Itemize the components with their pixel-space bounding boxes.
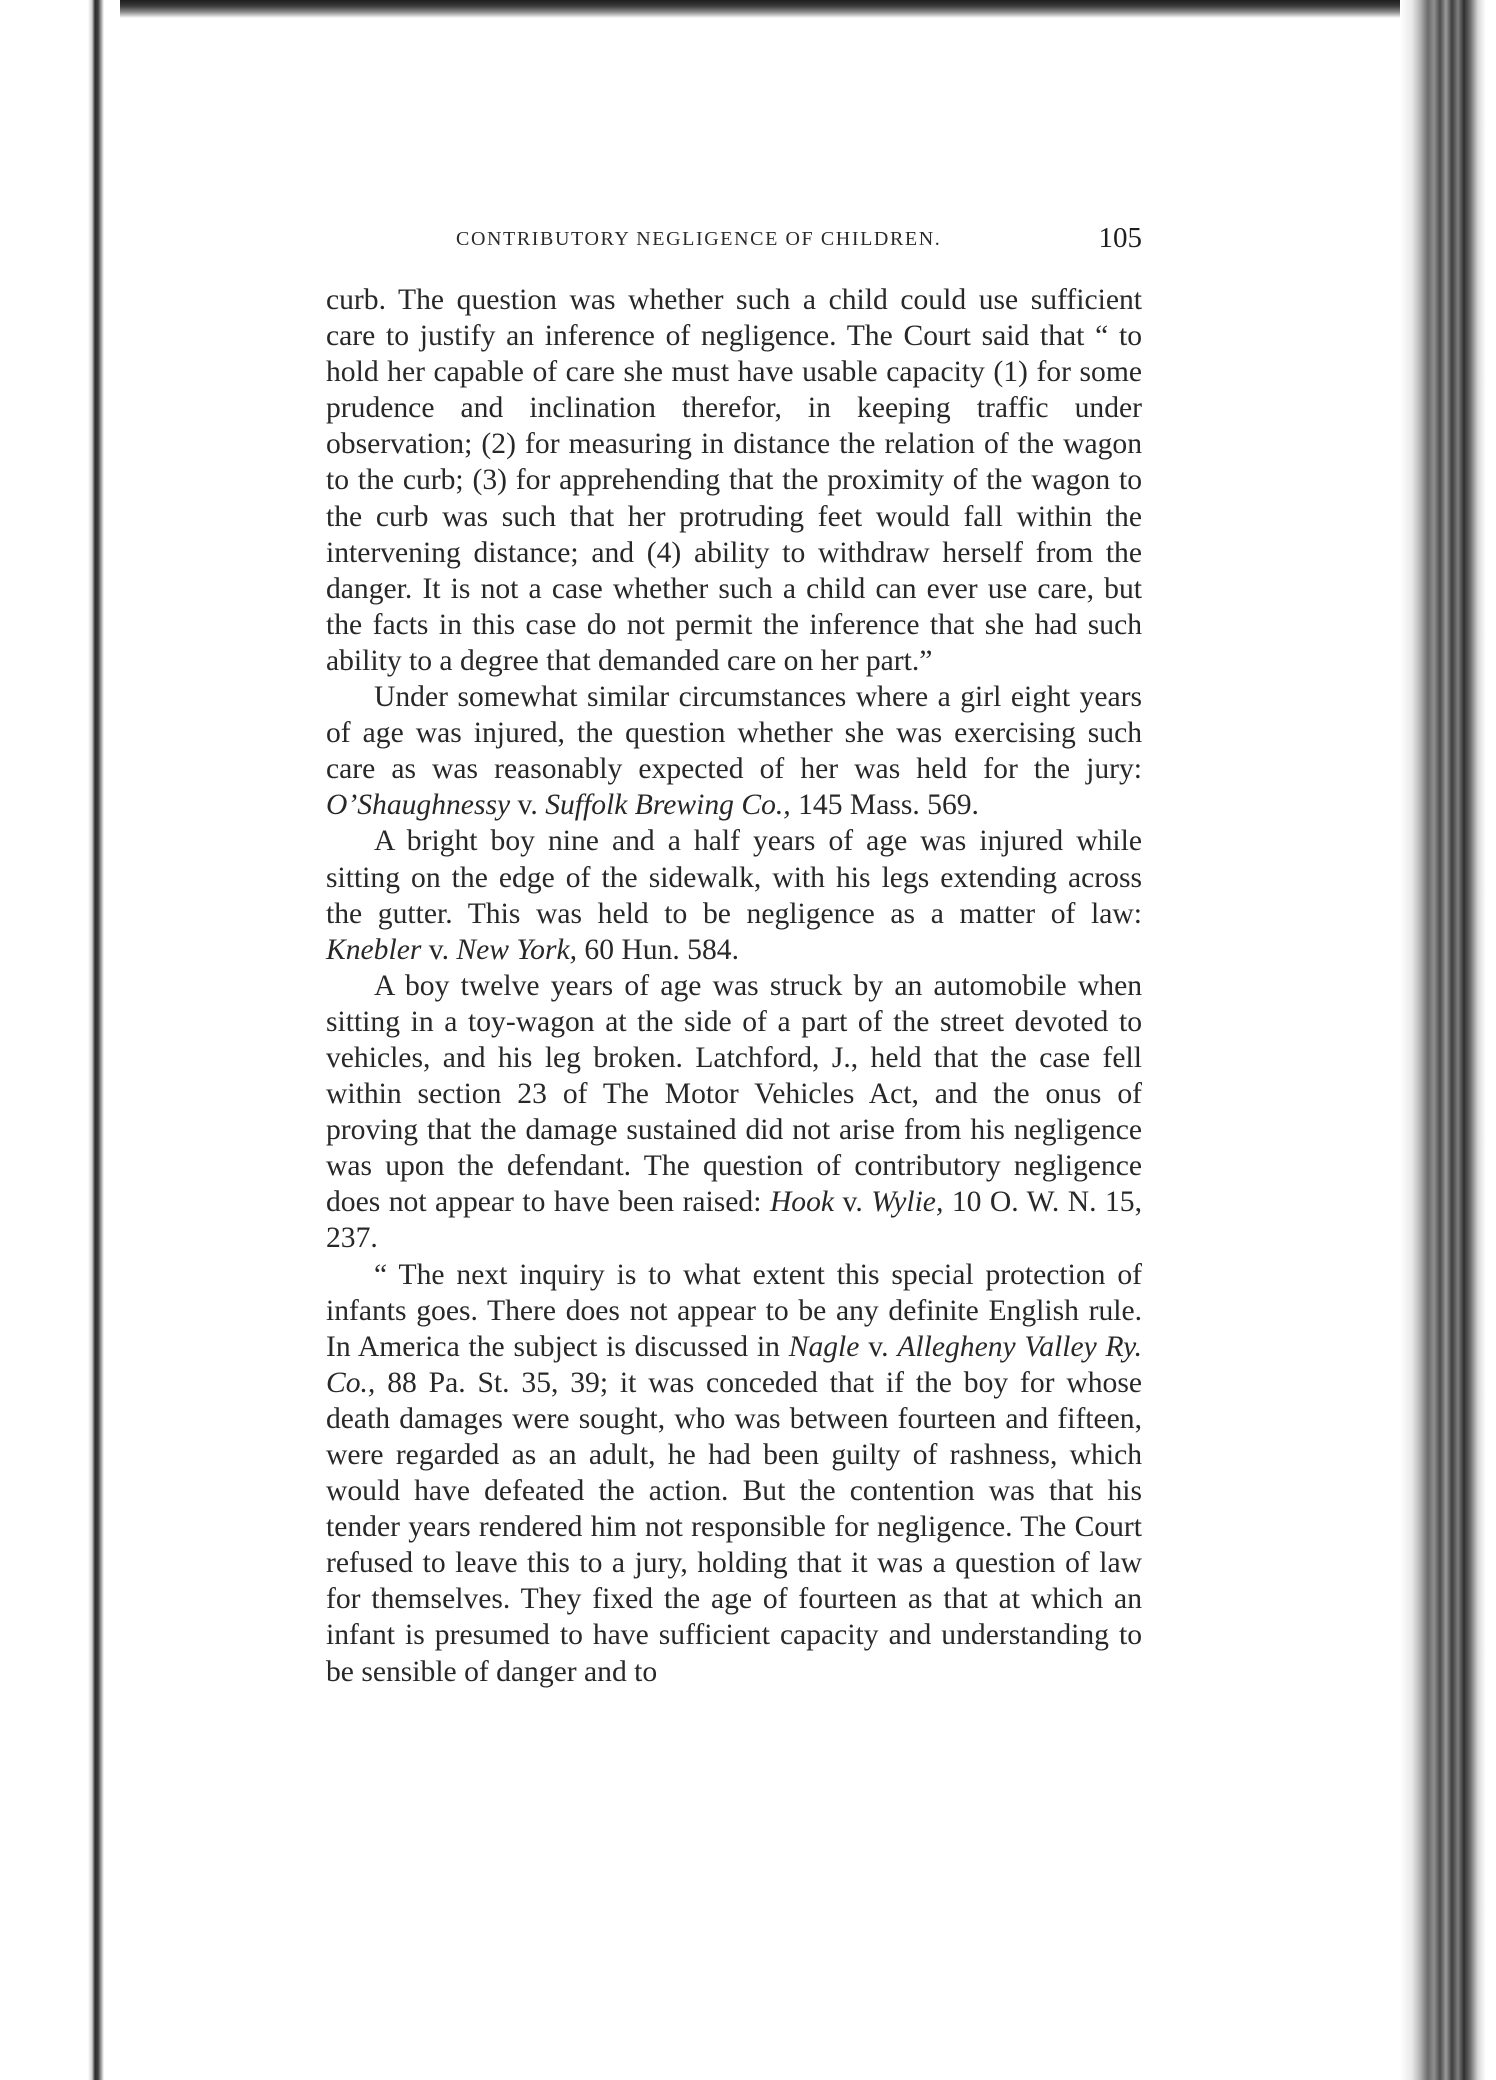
- text-run: Under somewhat similar circumstances where a girl eight years of age was injured, the question whether she was exercising such care as was reasonably expected of her was held for the jury:: [326, 681, 1142, 786]
- running-head: [326, 220, 1142, 268]
- case-name: Allegheny Valley Ry. Co.,: [326, 1330, 1142, 1399]
- paragraph: [326, 282, 1142, 679]
- book-gutter-left: [0, 0, 120, 2080]
- page-number: 105: [1098, 222, 1142, 254]
- text-run: 145 Mass. 569.: [790, 789, 979, 822]
- text-run: v.: [834, 1186, 872, 1219]
- text-run: A boy twelve years of age was struck by an automobile when sitting in a toy-wagon at the side of a part of the street devoted to vehicles, and his leg broken. Latchford, J., held that the case fell within section 23 of The Motor Vehicles Act, and the onus of proving that the damage sustained did not arise from his negligence was upon the defendant. The question of contributory negligence does not appear to have been raised:: [326, 969, 1142, 1219]
- text-run: v.: [859, 1330, 898, 1363]
- paragraph: [326, 1257, 1142, 1690]
- case-name: Wylie,: [871, 1186, 944, 1219]
- text-run: 88 Pa. St. 35, 39; it was conceded that if the boy for whose death damages were sought, who was between fourteen and fifteen, were regarded as an adult, he had been guilty of rashness, which would have defeated the action. But the contention was that his tender years rendered him not responsible for negligence. The Court refused to leave this to a jury, holding that it was a question of law for themselves. They fixed the age of fourteen as that at which an infant is presumed to have sufficient capacity and understanding to be sensible of danger and to: [326, 1366, 1142, 1688]
- body-text: [326, 282, 1142, 1690]
- paragraph: [326, 823, 1142, 967]
- text-run: A bright boy nine and a half years of age was injured while sitting on the edge of the sidewalk, with his legs extending across the gutter. This was held to be negligence as a matter of law:: [326, 825, 1142, 930]
- text-run: 60 Hun. 584.: [577, 933, 739, 966]
- case-name: Hook: [769, 1186, 835, 1219]
- scan-top-shadow: [0, 0, 1496, 18]
- text-run: v.: [510, 789, 546, 822]
- case-name: Suffolk Brewing Co.,: [545, 789, 791, 822]
- text-run: 10 O. W. N. 15, 237.: [326, 1186, 1142, 1255]
- text-run: v.: [421, 933, 457, 966]
- case-name: New York,: [456, 933, 578, 966]
- page-content: [326, 220, 1142, 1690]
- running-title: CONTRIBUTORY NEGLIGENCE OF CHILDREN.: [456, 228, 942, 250]
- case-name: Nagle: [788, 1330, 860, 1363]
- text-run: curb. The question was whether such a child could use sufficient care to justify an inference of negligence. The Court said that “ to hold her capable of care she must have usable capacity (1) for some prudence and inclination therefor, in keeping traffic under observation; (2) for measuring in distance the relation of the wagon to the curb; (3) for apprehending that the proximity of the wagon to the curb was such that her protruding feet would fall within the intervening distance; and (4) ability to withdraw herself from the danger. It is not a case whether such a child can ever use care, but the facts in this case do not permit the inference that she had such ability to a degree that demanded care on her part.”: [326, 284, 1142, 677]
- page-edges-right: [1400, 0, 1496, 2080]
- case-name: O’Shaughnessy: [326, 789, 511, 822]
- paragraph: [326, 968, 1142, 1257]
- paragraph: [326, 679, 1142, 823]
- text-run: “ The next inquiry is to what extent this special protection of infants goes. There does not appear to be any definite English rule. In America the subject is discussed in: [326, 1258, 1142, 1363]
- case-name: Knebler: [326, 933, 422, 966]
